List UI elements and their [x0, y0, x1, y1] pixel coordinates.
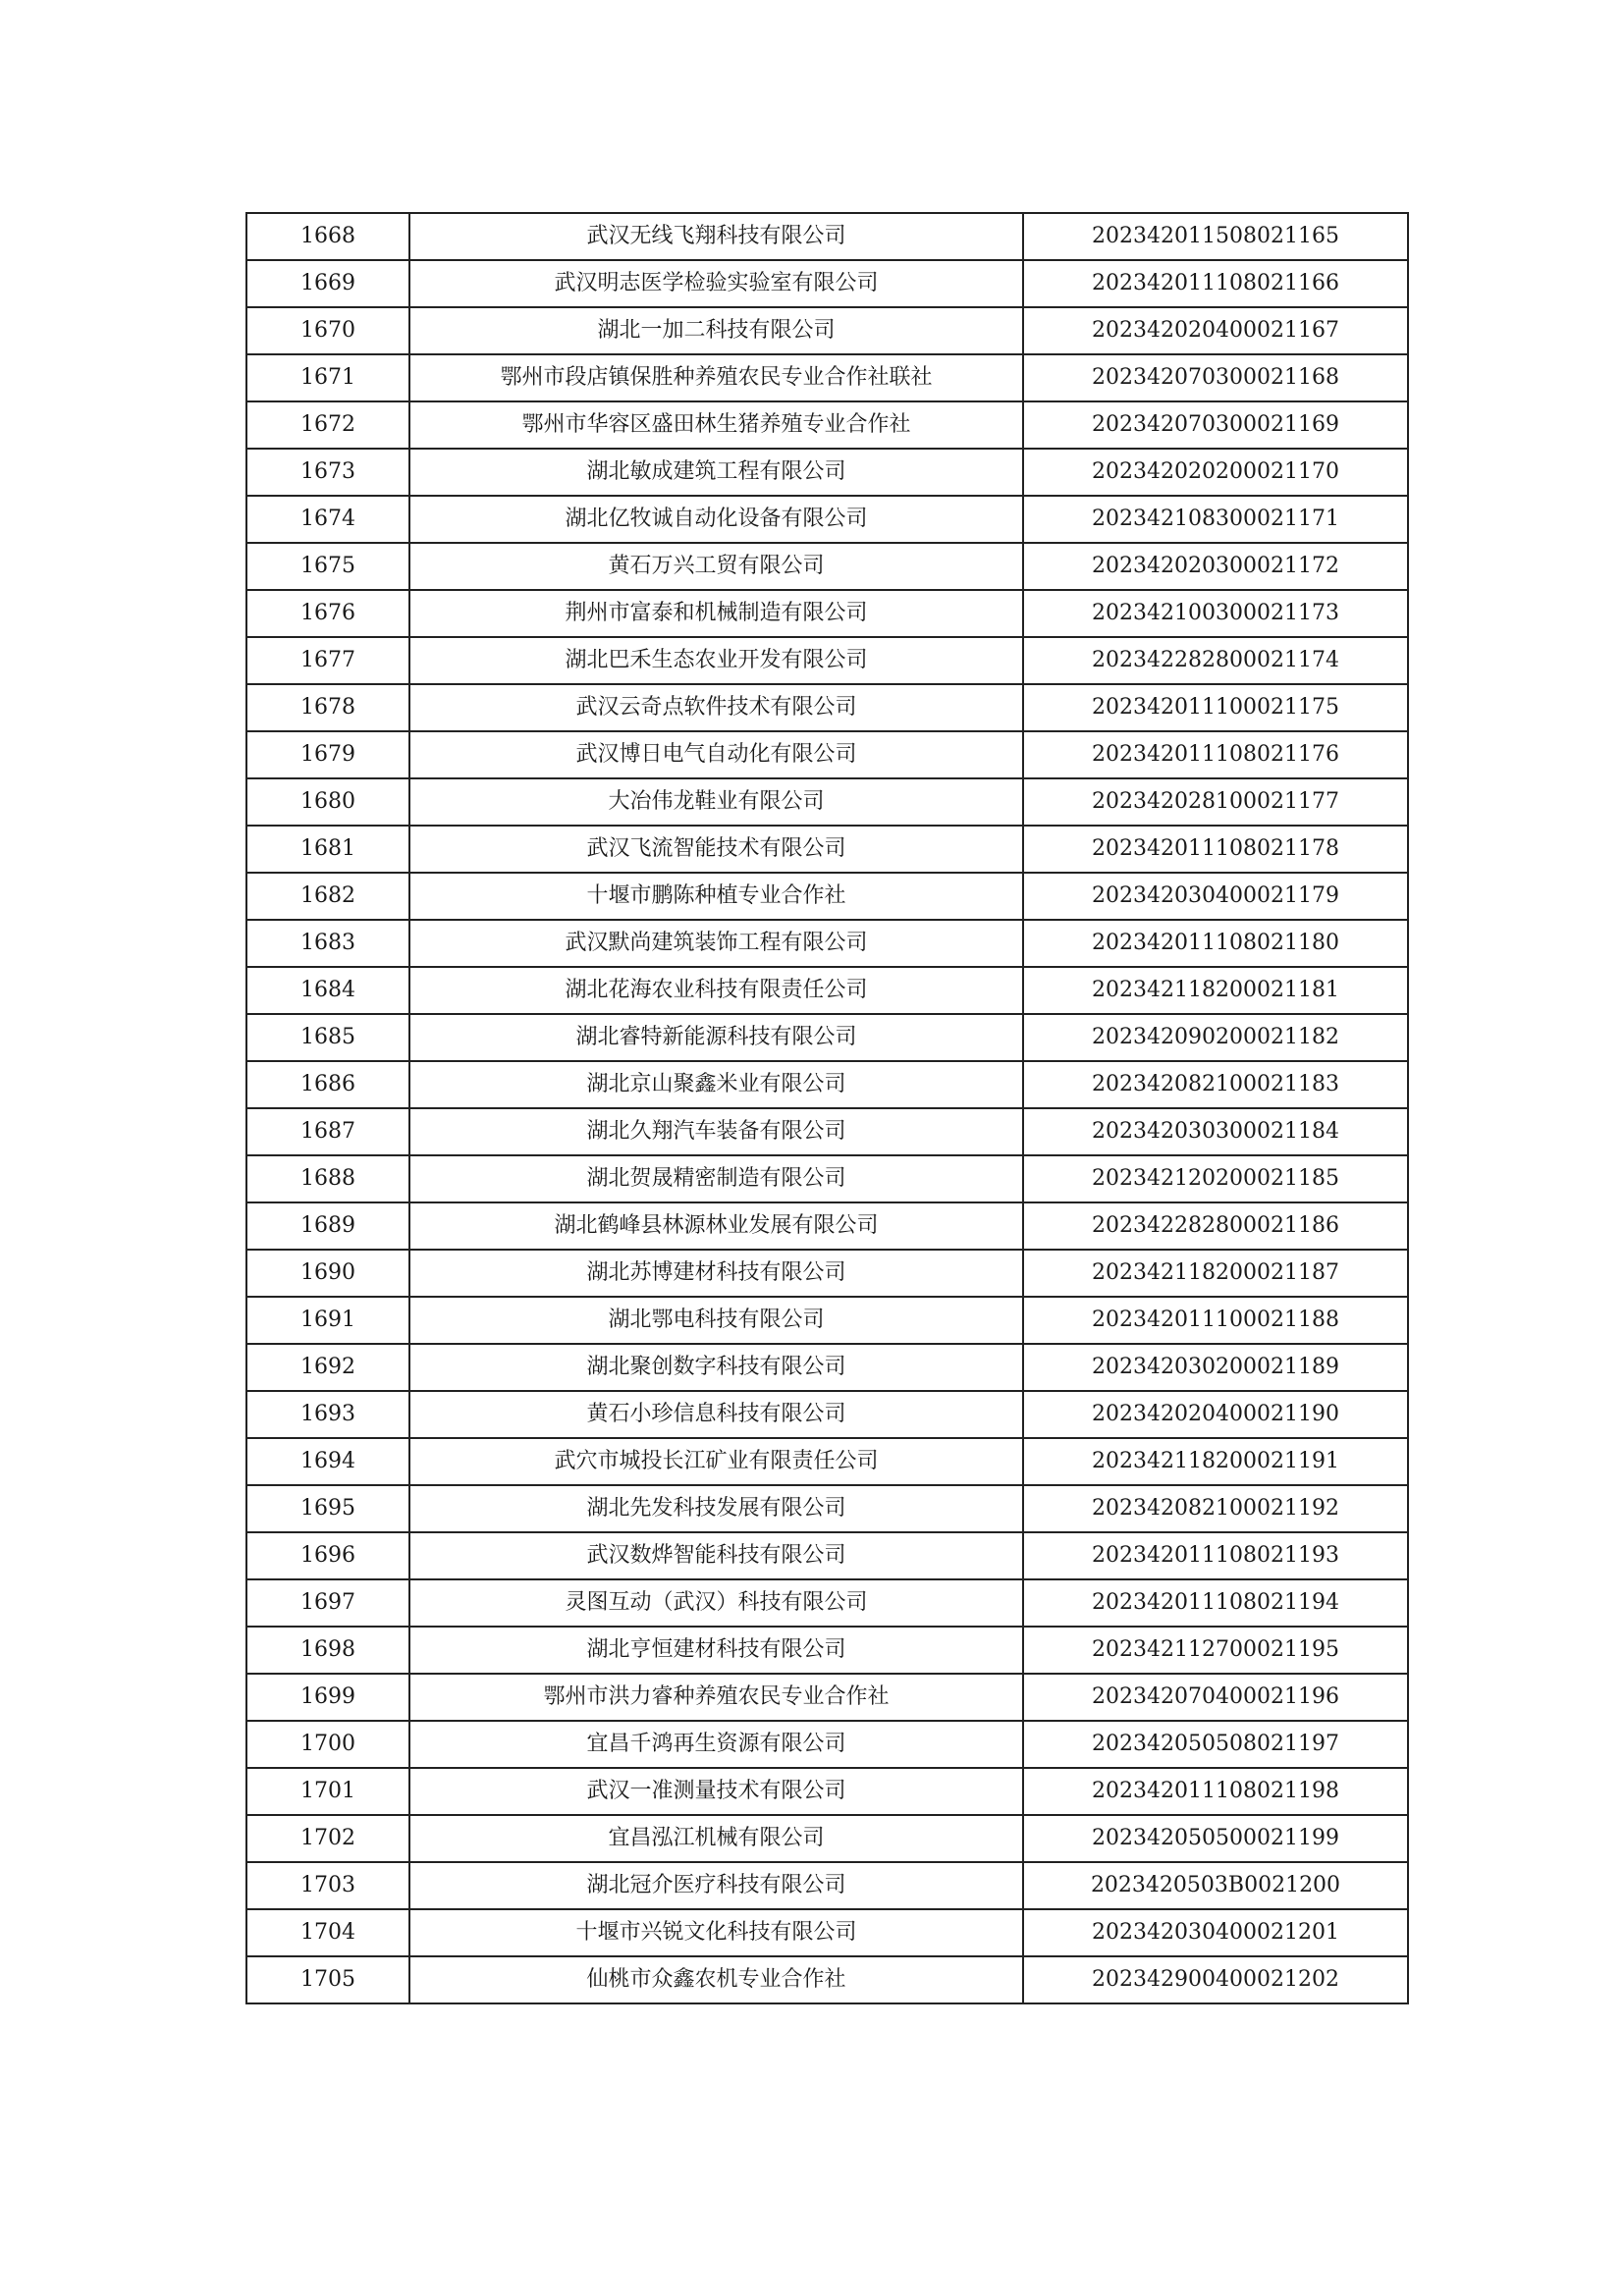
- table-row: [246, 778, 1408, 826]
- table-row: [246, 920, 1408, 967]
- row-company-name-cell: 荆州市富泰和机械制造有限公司: [409, 590, 1023, 637]
- row-seq-cell: 1682: [246, 873, 409, 920]
- table-row: [246, 401, 1408, 449]
- row-seq-cell: 1671: [246, 354, 409, 401]
- row-company-name-cell: 鄂州市段店镇保胜种养殖农民专业合作社联社: [409, 354, 1023, 401]
- row-seq-cell: 1683: [246, 920, 409, 967]
- row-seq-cell: 1694: [246, 1438, 409, 1485]
- table-row: [246, 590, 1408, 637]
- table-row: [246, 1061, 1408, 1108]
- row-seq-cell: 1700: [246, 1721, 409, 1768]
- row-seq-cell: 1669: [246, 260, 409, 307]
- row-code-cell: 202342118200021191: [1023, 1438, 1408, 1485]
- row-code-cell: 202342070400021196: [1023, 1674, 1408, 1721]
- row-company-name-cell: 湖北先发科技发展有限公司: [409, 1485, 1023, 1532]
- row-company-name-cell: 武汉明志医学检验实验室有限公司: [409, 260, 1023, 307]
- table-row: [246, 213, 1408, 260]
- row-code-cell: 202342011108021178: [1023, 826, 1408, 873]
- row-code-cell: 202342120200021185: [1023, 1155, 1408, 1202]
- row-code-cell: 202342070300021168: [1023, 354, 1408, 401]
- table-row: [246, 1579, 1408, 1627]
- row-code-cell: 202342028100021177: [1023, 778, 1408, 826]
- row-seq-cell: 1690: [246, 1250, 409, 1297]
- row-seq-cell: 1685: [246, 1014, 409, 1061]
- row-code-cell: 202342030300021184: [1023, 1108, 1408, 1155]
- row-seq-cell: 1673: [246, 449, 409, 496]
- row-code-cell: 202342011108021194: [1023, 1579, 1408, 1627]
- row-seq-cell: 1676: [246, 590, 409, 637]
- row-code-cell: 202342020400021167: [1023, 307, 1408, 354]
- table-row: [246, 1155, 1408, 1202]
- row-code-cell: 202342050508021197: [1023, 1721, 1408, 1768]
- row-seq-cell: 1686: [246, 1061, 409, 1108]
- row-company-name-cell: 武汉无线飞翔科技有限公司: [409, 213, 1023, 260]
- row-seq-cell: 1704: [246, 1909, 409, 1956]
- row-seq-cell: 1692: [246, 1344, 409, 1391]
- row-seq-cell: 1698: [246, 1627, 409, 1674]
- row-company-name-cell: 鄂州市华容区盛田林生猪养殖专业合作社: [409, 401, 1023, 449]
- table-row: [246, 1532, 1408, 1579]
- row-seq-cell: 1689: [246, 1202, 409, 1250]
- row-seq-cell: 1688: [246, 1155, 409, 1202]
- table-row: [246, 637, 1408, 684]
- row-company-name-cell: 十堰市兴锐文化科技有限公司: [409, 1909, 1023, 1956]
- row-company-name-cell: 湖北一加二科技有限公司: [409, 307, 1023, 354]
- row-seq-cell: 1684: [246, 967, 409, 1014]
- row-company-name-cell: 湖北京山聚鑫米业有限公司: [409, 1061, 1023, 1108]
- row-company-name-cell: 湖北贺晟精密制造有限公司: [409, 1155, 1023, 1202]
- row-code-cell: 202342011108021176: [1023, 731, 1408, 778]
- row-seq-cell: 1701: [246, 1768, 409, 1815]
- table-row: [246, 1108, 1408, 1155]
- row-company-name-cell: 十堰市鹏陈种植专业合作社: [409, 873, 1023, 920]
- row-company-name-cell: 宜昌泓江机械有限公司: [409, 1815, 1023, 1862]
- row-company-name-cell: 湖北鄂电科技有限公司: [409, 1297, 1023, 1344]
- row-code-cell: 202342900400021202: [1023, 1956, 1408, 2003]
- table-row: [246, 1721, 1408, 1768]
- row-code-cell: 202342011100021188: [1023, 1297, 1408, 1344]
- row-seq-cell: 1702: [246, 1815, 409, 1862]
- row-company-name-cell: 湖北敏成建筑工程有限公司: [409, 449, 1023, 496]
- row-code-cell: 202342020300021172: [1023, 543, 1408, 590]
- table-row: [246, 731, 1408, 778]
- row-seq-cell: 1675: [246, 543, 409, 590]
- row-company-name-cell: 湖北苏博建材科技有限公司: [409, 1250, 1023, 1297]
- row-code-cell: 202342282800021186: [1023, 1202, 1408, 1250]
- table-row: [246, 826, 1408, 873]
- row-seq-cell: 1672: [246, 401, 409, 449]
- table-row: [246, 967, 1408, 1014]
- row-company-name-cell: 黄石万兴工贸有限公司: [409, 543, 1023, 590]
- row-company-name-cell: 仙桃市众鑫农机专业合作社: [409, 1956, 1023, 2003]
- row-code-cell: 202342100300021173: [1023, 590, 1408, 637]
- row-seq-cell: 1679: [246, 731, 409, 778]
- table-row: [246, 260, 1408, 307]
- table-row: [246, 1956, 1408, 2003]
- table-row: [246, 354, 1408, 401]
- row-seq-cell: 1668: [246, 213, 409, 260]
- row-code-cell: 202342090200021182: [1023, 1014, 1408, 1061]
- row-company-name-cell: 大冶伟龙鞋业有限公司: [409, 778, 1023, 826]
- row-company-name-cell: 湖北亿牧诚自动化设备有限公司: [409, 496, 1023, 543]
- row-code-cell: 202342011108021180: [1023, 920, 1408, 967]
- row-company-name-cell: 武穴市城投长江矿业有限责任公司: [409, 1438, 1023, 1485]
- table-row: [246, 1202, 1408, 1250]
- row-seq-cell: 1680: [246, 778, 409, 826]
- table-row: [246, 684, 1408, 731]
- row-code-cell: 202342011108021193: [1023, 1532, 1408, 1579]
- row-seq-cell: 1691: [246, 1297, 409, 1344]
- row-company-name-cell: 黄石小珍信息科技有限公司: [409, 1391, 1023, 1438]
- row-code-cell: 202342070300021169: [1023, 401, 1408, 449]
- row-company-name-cell: 湖北睿特新能源科技有限公司: [409, 1014, 1023, 1061]
- row-seq-cell: 1697: [246, 1579, 409, 1627]
- row-code-cell: 202342011108021166: [1023, 260, 1408, 307]
- row-company-name-cell: 武汉默尚建筑装饰工程有限公司: [409, 920, 1023, 967]
- row-code-cell: 202342030400021179: [1023, 873, 1408, 920]
- row-code-cell: 202342112700021195: [1023, 1627, 1408, 1674]
- row-company-name-cell: 武汉数烨智能科技有限公司: [409, 1532, 1023, 1579]
- table-row: [246, 1862, 1408, 1909]
- row-code-cell: 202342011508021165: [1023, 213, 1408, 260]
- row-company-name-cell: 湖北鹤峰县林源林业发展有限公司: [409, 1202, 1023, 1250]
- table-row: [246, 1674, 1408, 1721]
- table-row: [246, 307, 1408, 354]
- table-row: [246, 873, 1408, 920]
- row-code-cell: 202342108300021171: [1023, 496, 1408, 543]
- row-company-name-cell: 武汉云奇点软件技术有限公司: [409, 684, 1023, 731]
- row-company-name-cell: 鄂州市洪力睿种养殖农民专业合作社: [409, 1674, 1023, 1721]
- row-code-cell: 202342050500021199: [1023, 1815, 1408, 1862]
- row-code-cell: 202342030200021189: [1023, 1344, 1408, 1391]
- row-code-cell: 202342082100021192: [1023, 1485, 1408, 1532]
- row-seq-cell: 1678: [246, 684, 409, 731]
- table-row: [246, 496, 1408, 543]
- table-body: [246, 213, 1408, 2003]
- table-row: [246, 1014, 1408, 1061]
- registry-table: [245, 212, 1409, 2004]
- row-seq-cell: 1705: [246, 1956, 409, 2003]
- row-code-cell: 202342011108021198: [1023, 1768, 1408, 1815]
- row-code-cell: 202342118200021187: [1023, 1250, 1408, 1297]
- row-company-name-cell: 武汉一准测量技术有限公司: [409, 1768, 1023, 1815]
- row-seq-cell: 1687: [246, 1108, 409, 1155]
- row-company-name-cell: 湖北聚创数字科技有限公司: [409, 1344, 1023, 1391]
- table-row: [246, 1627, 1408, 1674]
- table-row: [246, 449, 1408, 496]
- table-row: [246, 1344, 1408, 1391]
- table-row: [246, 1815, 1408, 1862]
- row-company-name-cell: 湖北花海农业科技有限责任公司: [409, 967, 1023, 1014]
- row-company-name-cell: 灵图互动（武汉）科技有限公司: [409, 1579, 1023, 1627]
- table-row: [246, 1909, 1408, 1956]
- row-company-name-cell: 湖北冠介医疗科技有限公司: [409, 1862, 1023, 1909]
- row-seq-cell: 1670: [246, 307, 409, 354]
- table-row: [246, 1391, 1408, 1438]
- table-row: [246, 1297, 1408, 1344]
- row-seq-cell: 1699: [246, 1674, 409, 1721]
- row-company-name-cell: 武汉飞流智能技术有限公司: [409, 826, 1023, 873]
- row-code-cell: 202342011100021175: [1023, 684, 1408, 731]
- row-code-cell: 202342030400021201: [1023, 1909, 1408, 1956]
- row-code-cell: 202342020200021170: [1023, 449, 1408, 496]
- row-company-name-cell: 湖北巴禾生态农业开发有限公司: [409, 637, 1023, 684]
- table-row: [246, 1768, 1408, 1815]
- row-seq-cell: 1696: [246, 1532, 409, 1579]
- table-row: [246, 1438, 1408, 1485]
- row-company-name-cell: 湖北久翔汽车装备有限公司: [409, 1108, 1023, 1155]
- row-code-cell: 202342020400021190: [1023, 1391, 1408, 1438]
- row-company-name-cell: 宜昌千鸿再生资源有限公司: [409, 1721, 1023, 1768]
- row-company-name-cell: 湖北亨恒建材科技有限公司: [409, 1627, 1023, 1674]
- table-row: [246, 1485, 1408, 1532]
- table-row: [246, 1250, 1408, 1297]
- table-row: [246, 543, 1408, 590]
- row-seq-cell: 1674: [246, 496, 409, 543]
- row-code-cell: 202342282800021174: [1023, 637, 1408, 684]
- row-company-name-cell: 武汉博日电气自动化有限公司: [409, 731, 1023, 778]
- row-seq-cell: 1681: [246, 826, 409, 873]
- row-seq-cell: 1703: [246, 1862, 409, 1909]
- row-seq-cell: 1677: [246, 637, 409, 684]
- row-code-cell: 202342118200021181: [1023, 967, 1408, 1014]
- row-seq-cell: 1695: [246, 1485, 409, 1532]
- row-code-cell: 2023420503B0021200: [1023, 1862, 1408, 1909]
- row-seq-cell: 1693: [246, 1391, 409, 1438]
- row-code-cell: 202342082100021183: [1023, 1061, 1408, 1108]
